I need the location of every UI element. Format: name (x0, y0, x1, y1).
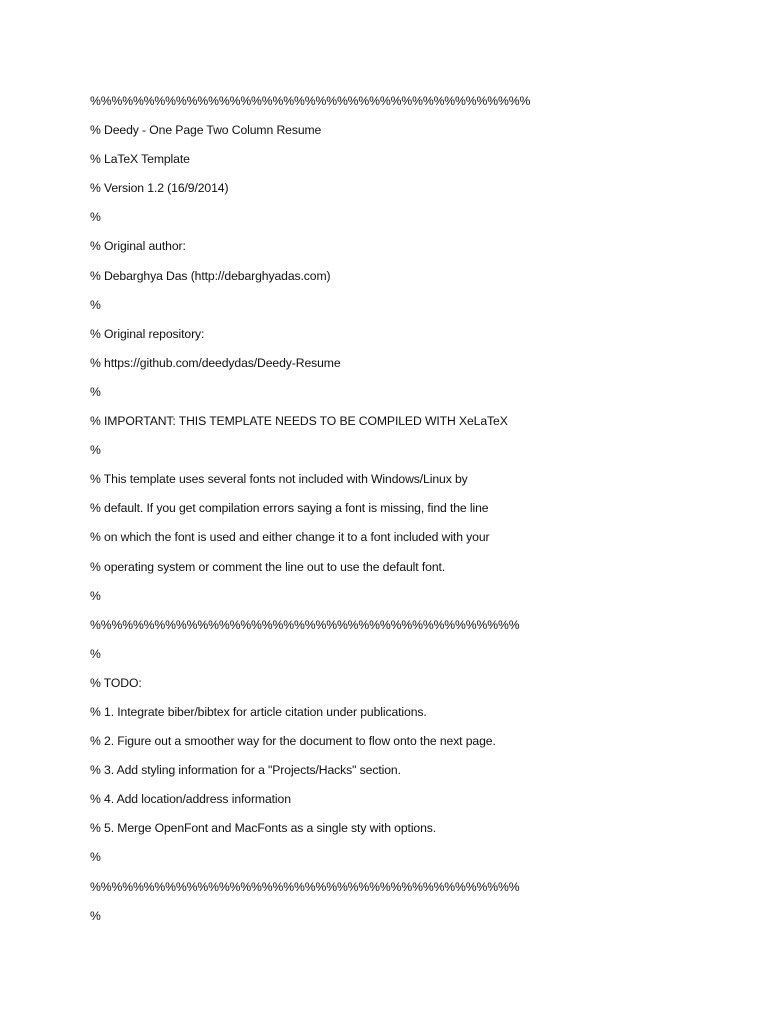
author-heading-line: % Original author: (90, 239, 186, 254)
version-line: % Version 1.2 (16/9/2014) (90, 181, 229, 196)
repository-url-line: % https://github.com/deedydas/Deedy-Resume (90, 355, 341, 370)
comment-line: % (90, 297, 101, 312)
todo-item-line: % 4. Add location/address information (90, 792, 291, 807)
comment-separator-line: %%%%%%%%%%%%%%%%%%%%%%%%%%%%%%%%%%%%%%%% (90, 879, 520, 894)
comment-line: % (90, 850, 101, 865)
todo-item-line: % 1. Integrate biber/bibtex for article citation under publications. (90, 704, 427, 719)
todo-item-line: % 5. Merge OpenFont and MacFonts as a single sty with options. (90, 821, 437, 836)
comment-separator-line: %%%%%%%%%%%%%%%%%%%%%%%%%%%%%%%%%%%%%%%%% (90, 94, 531, 108)
repository-heading-line: % Original repository: (90, 326, 205, 341)
comment-line: % (90, 443, 101, 458)
todo-heading-line: % TODO: (90, 675, 142, 690)
todo-item-line: % 3. Add styling information for a "Projects/Hacks" section. (90, 763, 401, 778)
comment-separator-line: %%%%%%%%%%%%%%%%%%%%%%%%%%%%%%%%%%%%%%%% (90, 617, 520, 632)
todo-item-line: % 2. Figure out a smoother way for the document to flow onto the next page. (90, 734, 496, 749)
font-note-line: % operating system or comment the line out to use the default font. (90, 559, 446, 574)
comment-line: % (90, 210, 101, 225)
comment-line: % (90, 646, 101, 661)
font-note-line: % default. If you get compilation errors saying a font is missing, find the line (90, 501, 489, 516)
font-note-line: % on which the font is used and either change it to a font included with your (90, 530, 490, 545)
document-text (90, 91, 730, 935)
font-note-line: % This template uses several fonts not included with Windows/Linux by (90, 472, 468, 487)
template-type-line: % LaTeX Template (90, 152, 190, 167)
author-name-line: % Debarghya Das (http://debarghyadas.com) (90, 268, 331, 283)
comment-line: % (90, 384, 101, 399)
comment-line: % (90, 908, 101, 923)
comment-line: % (90, 588, 101, 603)
important-note-line: % IMPORTANT: THIS TEMPLATE NEEDS TO BE COMPILED WITH XeLaTeX (90, 414, 508, 429)
template-title-line: % Deedy - One Page Two Column Resume (90, 123, 322, 138)
